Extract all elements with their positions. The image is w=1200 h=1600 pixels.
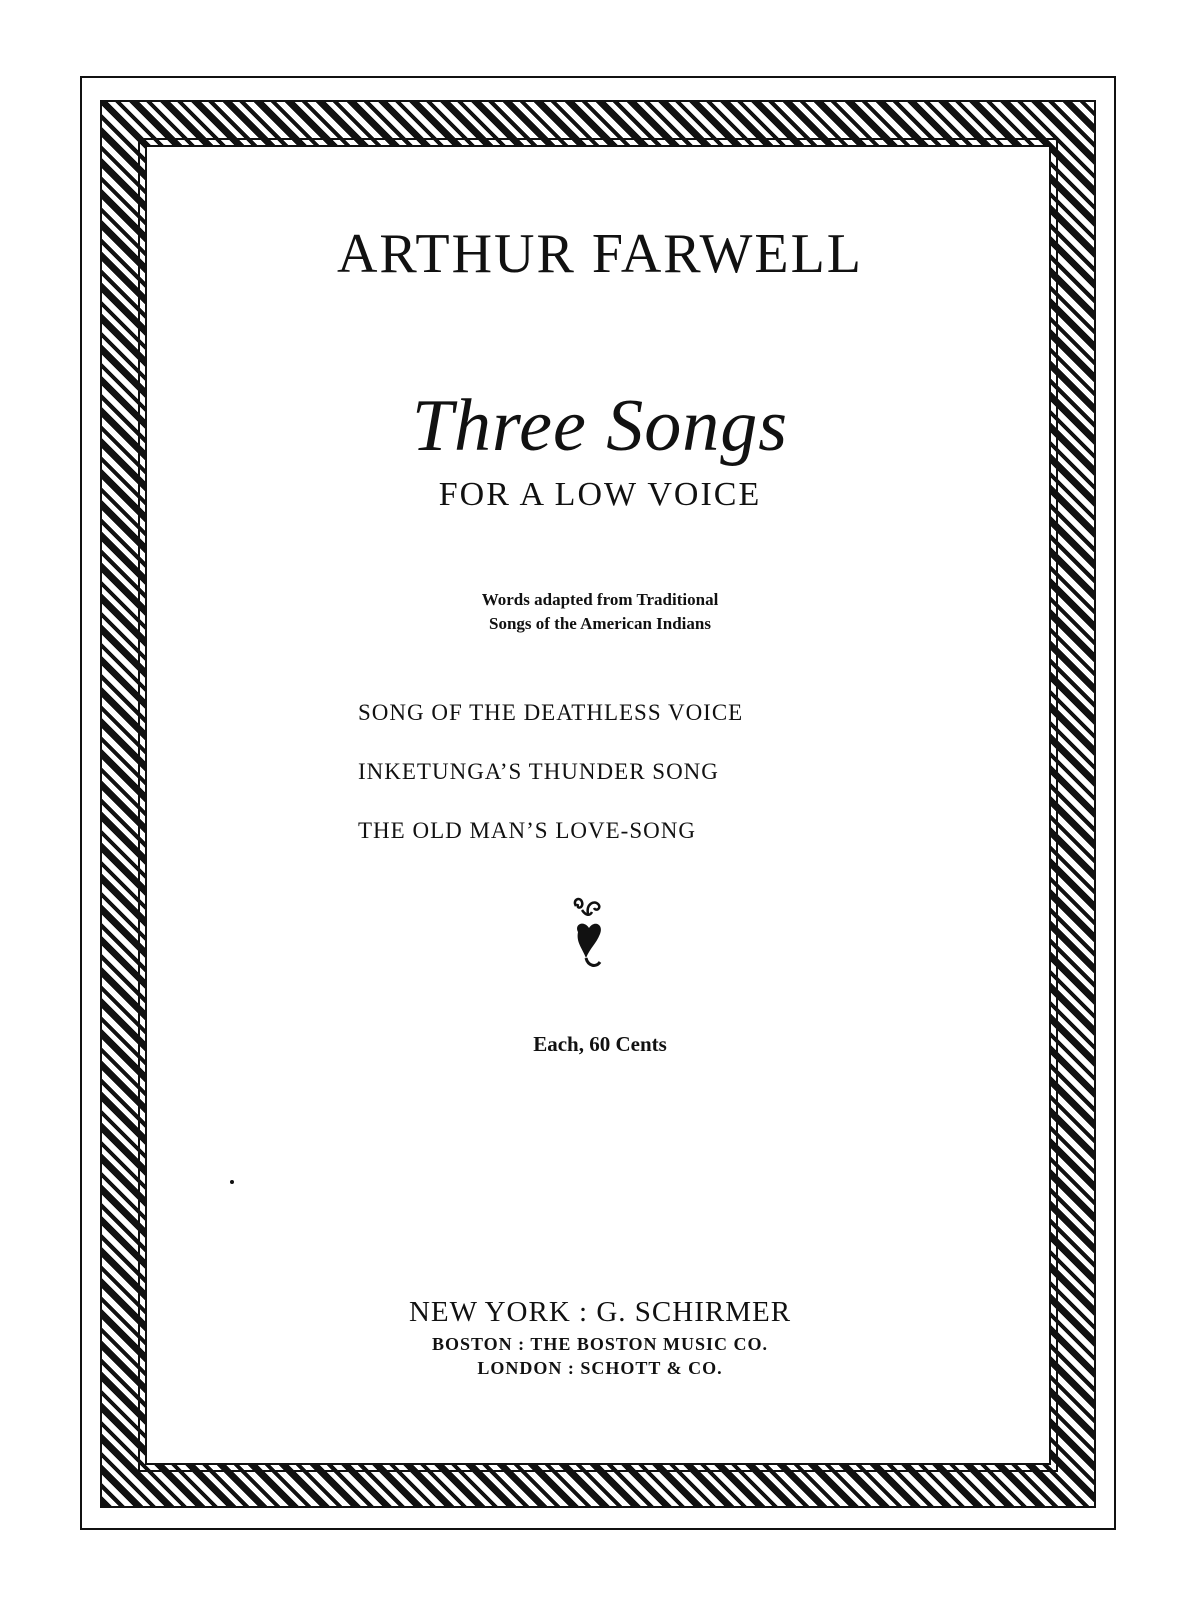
words-credit-line-1: Words adapted from Traditional xyxy=(481,590,719,609)
publisher-boston: BOSTON : THE BOSTON MUSIC CO. xyxy=(431,1334,769,1354)
composer-name: ARTHUR FARWELL xyxy=(336,223,864,285)
words-credit xyxy=(0,588,1200,636)
subtitle: FOR A LOW VOICE xyxy=(438,476,762,513)
words-credit-line-2: Songs of the American Indians xyxy=(489,614,711,633)
song-title: INKETUNGA’S THUNDER SONG xyxy=(358,759,719,784)
song-list xyxy=(358,700,878,877)
publisher-main: NEW YORK : G. SCHIRMER xyxy=(408,1296,792,1328)
stray-mark xyxy=(230,1180,234,1184)
song-title: SONG OF THE DEATHLESS VOICE xyxy=(358,700,744,725)
page-title: Three Songs xyxy=(411,385,789,467)
heart-vine-ornament-icon xyxy=(568,896,610,976)
song-title: THE OLD MAN’S LOVE-SONG xyxy=(358,818,696,843)
publisher-london: LONDON : SCHOTT & CO. xyxy=(477,1358,723,1378)
price: Each, 60 Cents xyxy=(533,1032,667,1056)
